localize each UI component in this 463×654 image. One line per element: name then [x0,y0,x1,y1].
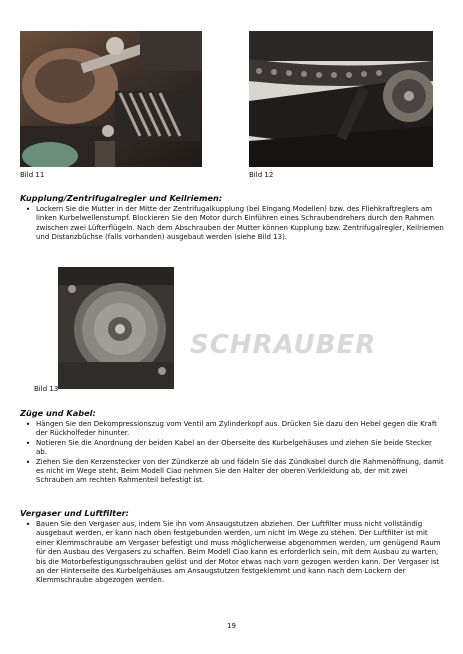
section-list-cables [20,420,445,486]
list-item-text: Ziehen Sie den Kerzenstecker von der Zündkerze ab und fädeln Sie das Zündkabel durch die Rahmenöffnung, damit es nicht im Wege steht. Beim Modell Ciao nehmen Sie den Halter der oberen Verkleidung ab, der mit zwei Schrauben am rechten Rahmenteil befestigt ist. [36,457,444,485]
figure-12-caption: Bild 12 [249,171,274,179]
figure-11-caption: Bild 11 [20,171,45,179]
watermark-logo: SCHRAUBER [190,330,377,360]
list-item-text: Notieren Sie die Anordnung der beiden Kabel an der Oberseite des Kurbelgehäuses und ziehen Sie beide Stecker ab. [36,438,432,457]
section-list-clutch [20,205,445,243]
figure-13-caption: Bild 13 [34,385,59,393]
bullet-icon: • [25,205,31,214]
list-item-text: Lockern Sie die Mutter in der Mitte der Zentrifugalkupplung (bei Eingang Modellen) bzw. des Fliehkraftreglers am linken Kurbelwellenstumpf. Blockieren Sie den Motor durch Einführen eines Schraubendrehers durch den Rahmen zwischen zwei Lüfterflügeln. Nach dem Abschrauben der Mutter können Kupplung bzw. Zentrifugalregler, Keilriemen und Distanzbüchse (falls vorhanden) ausgebaut werden (siehe Bild 13). [36,205,444,242]
bullet-icon: • [25,457,31,467]
list-item [20,458,445,486]
list-item-text: Hängen Sie den Dekompressionszug vom Ventil am Zylinderkopf aus. Drücken Sie dazu den Hebel gegen die Kraft der Rückholfeder hinunter. [36,420,437,438]
section-list-carburetor [20,520,445,586]
list-item [20,520,445,586]
bullet-icon: • [25,438,31,448]
section-heading-cables: Züge und Kabel: [20,408,96,418]
figure-13-photo [58,267,174,389]
figure-11-photo [20,31,202,167]
section-heading-carburetor: Vergaser und Luftfilter: [20,508,129,518]
section-heading-clutch: Kupplung/Zentrifugalregler und Keilriemen: [20,193,223,203]
list-item-text: Bauen Sie den Vergaser aus, indem Sie ihn vom Ansaugstutzen abziehen. Der Luftfilter muss nicht vollständig ausgebaut werden, er kann nach oben festgebunden werden, um nicht im Wege zu stehen. Der Luftfilter ist mit einer Klemmschraube am Vergaser befestigt und muss möglicherweise abgenommen werden, um genügend Raum für den Ausbau des Vergasers zu schaffen. Beim Modell Ciao kann es erforderlich sein, mit dem Ausbau zu warten, bis die Motorbefestigungsschrauben gelöst und der Motor etwas nach vorn gezogen werden kann. Der Vergaser ist an der Hinterseite des Kurbelgehäuses am Ansaugstutzen festgeklemmt und kann nach dem Lockern der Klemmschraube abgezogen werden. [36,520,441,585]
list-item [20,205,445,243]
figure-12-photo [249,31,433,167]
bullet-icon: • [25,420,31,429]
bullet-icon: • [25,520,31,529]
list-item [20,420,445,439]
page-number: 19 [227,622,236,630]
list-item [20,439,445,458]
